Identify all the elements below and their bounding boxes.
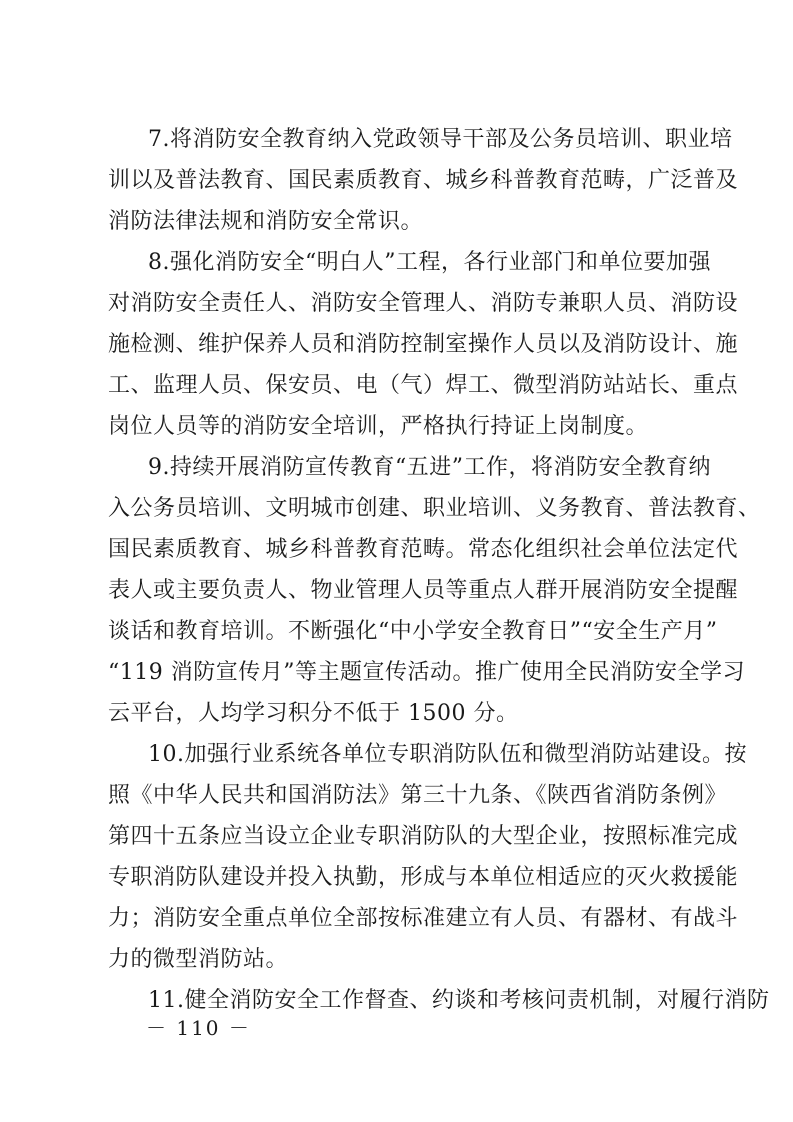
paragraph-7-line-3: 消防法律法规和消防安全常识。: [108, 209, 424, 234]
paragraph-11-line-1: 11.健全消防安全工作督查、约谈和考核问责机制，对履行消防: [148, 988, 770, 1013]
page-number: － 110 －: [146, 1016, 251, 1040]
paragraph-9-line-1: 9.持续开展消防宣传教育“五进”工作，将消防安全教育纳: [148, 455, 711, 480]
paragraph-9-line-6: “119 消防宣传月”等主题宣传活动。推广使用全民消防安全学习: [108, 660, 745, 685]
paragraph-9-line-3: 国民素质教育、城乡科普教育范畴。常态化组织社会单位法定代: [108, 537, 739, 562]
paragraph-8-line-1: 8.强化消防安全“明白人”工程，各行业部门和单位要加强: [148, 250, 711, 275]
paragraph-8-line-3: 施检测、维护保养人员和消防控制室操作人员以及消防设计、施: [108, 332, 739, 357]
paragraph-8-line-2: 对消防安全责任人、消防安全管理人、消防专兼职人员、消防设: [108, 291, 739, 316]
paragraph-9-line-2: 入公务员培训、文明城市创建、职业培训、义务教育、普法教育、: [108, 496, 761, 521]
paragraph-10-line-3: 第四十五条应当设立企业专职消防队的大型企业，按照标准完成: [108, 824, 739, 849]
paragraph-7-line-1: 7.将消防安全教育纳入党政领导干部及公务员培训、职业培: [148, 127, 733, 152]
paragraph-8-line-4: 工、监理人员、保安员、电（气）焊工、微型消防站站长、重点: [108, 373, 739, 398]
paragraph-10-line-4: 专职消防队建设并投入执勤，形成与本单位相适应的灭火救援能: [108, 865, 739, 890]
paragraph-10-line-1: 10.加强行业系统各单位专职消防队伍和微型消防站建设。按: [148, 742, 747, 767]
paragraph-8-line-5: 岗位人员等的消防安全培训，严格执行持证上岗制度。: [108, 414, 649, 439]
paragraph-9-line-4: 表人或主要负责人、物业管理人员等重点人群开展消防安全提醒: [108, 578, 739, 603]
paragraph-9-line-5: 谈话和教育培训。不断强化“中小学安全教育日”“安全生产月”: [108, 619, 718, 644]
paragraph-7-line-2: 训以及普法教育、国民素质教育、城乡科普教育范畴，广泛普及: [108, 168, 739, 193]
paragraph-10-line-5: 力；消防安全重点单位全部按标准建立有人员、有器材、有战斗: [108, 906, 739, 931]
paragraph-10-line-6: 力的微型消防站。: [108, 947, 289, 972]
paragraph-10-line-2: 照《中华人民共和国消防法》第三十九条、《陕西省消防条例》: [108, 783, 728, 808]
paragraph-9-line-7: 云平台，人均学习积分不低于 1500 分。: [108, 701, 519, 726]
